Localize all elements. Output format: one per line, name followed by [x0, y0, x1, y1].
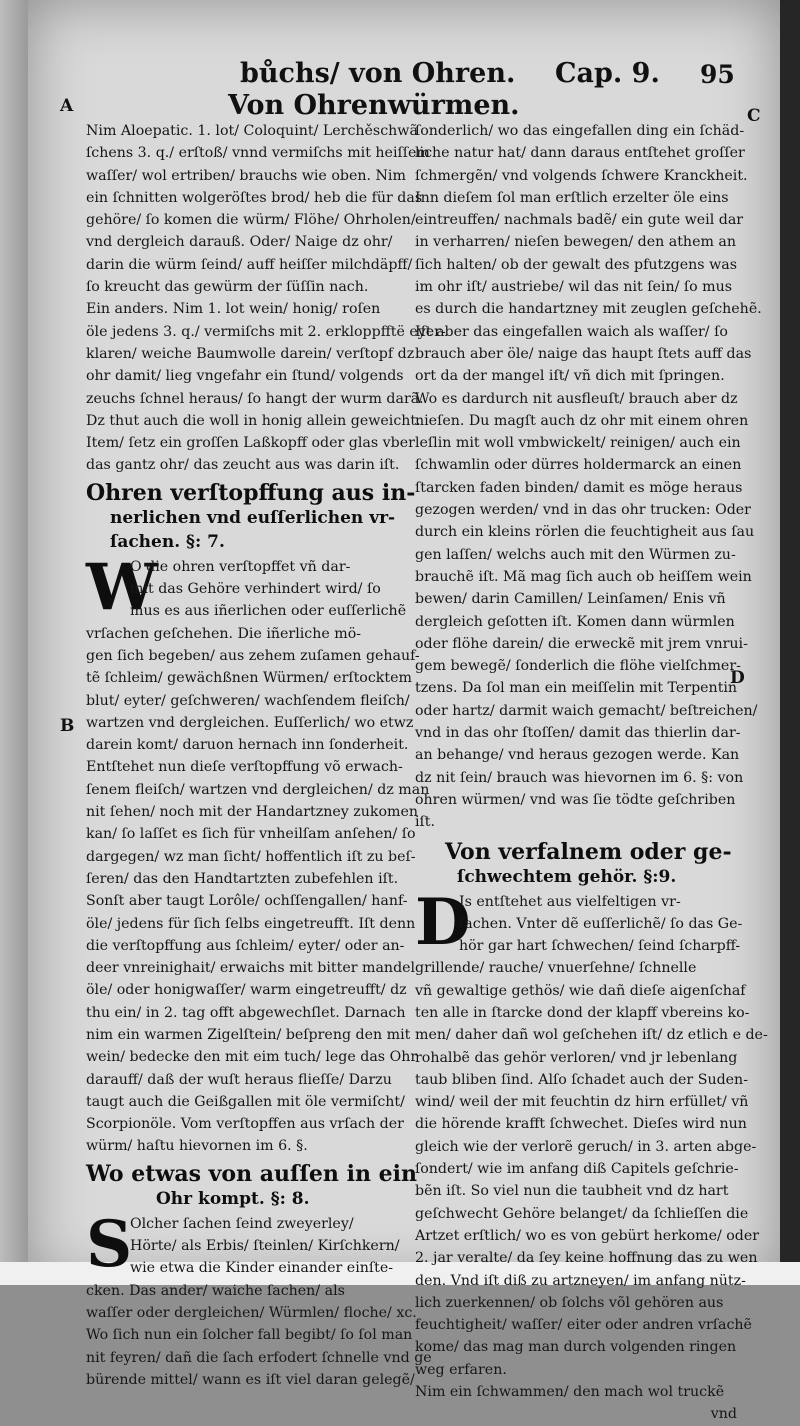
text-line: Item/ ſetz ein groſſen Laßkopff oder glas vber: [86, 435, 415, 452]
text-line: waſſer/ wol ertriben/ brauchs wie oben. Nim: [86, 167, 406, 184]
text-line: gleich wie der verlorẽ geruch/ in 3. arten abge-: [415, 1138, 757, 1155]
text-line: wind/ weil der mit feuchtin dz hirn erfüllet/ vñ: [415, 1094, 749, 1111]
paragraph-aloepatic: [86, 120, 430, 298]
heading-line: nerlichen vnd euſſerlichen vr-: [110, 507, 396, 528]
page-number: 95: [700, 60, 735, 89]
text-line: nit ſehen/ noch mit der Handartzney zukomen: [86, 804, 418, 821]
text-line: rohalbẽ das gehör verloren/ vnd jr lebenlang: [415, 1049, 738, 1066]
text-line: ſondert/ wie im anfang diß Capitels geſchrie-: [415, 1161, 739, 1178]
drop-capital: D: [415, 884, 471, 960]
text-line: nieſen. Du magſt auch dz ohr mit einem ohren: [415, 412, 749, 429]
text-line: ort da der mangel iſt/ vñ dich mit ſpringen.: [415, 368, 725, 385]
paragraph-ohren-verstopffet: [86, 549, 407, 645]
text-line: ſtarcken faden binden/ damit es möge heraus: [415, 479, 743, 496]
section-heading-9: [415, 840, 737, 889]
text-line: das gantz ohr/ das zeucht aus was darin iſt.: [86, 457, 400, 474]
text-line: ein ſchnitten wolgeröſtes brod/ heb die für das: [86, 189, 423, 206]
text-line: Artzet erſtlich/ wo es von gebürt herkome/ oder: [415, 1227, 760, 1244]
text-line: vnd in das ohr ſtoſſen/ damit das thierlin dar-: [415, 725, 741, 742]
text-line: würm/ haſtu hievornen im 6. §.: [86, 1138, 308, 1155]
text-line: bewen/ darin Camillen/ Leinſamen/ Enis vñ: [415, 591, 726, 608]
drop-capital: S: [86, 1206, 133, 1282]
text-line: dergleich geſotten iſt. Komen dann würmlen: [415, 613, 735, 630]
text-line: thu ein/ in 2. tag offt abgewechſlet. Darnach: [86, 1004, 406, 1021]
section-heading-8: [86, 1160, 417, 1211]
text-line: deer vnreinighait/ erwaichs mit bitter mandel: [86, 960, 416, 977]
margin-marker-b: B: [60, 716, 75, 736]
heading-line: ſachen. §: 7.: [110, 531, 225, 552]
heading-line: Wo etwas von auſſen in ein: [86, 1160, 417, 1187]
paragraph-sonderlich: [415, 120, 762, 834]
text-line: cken. Das ander/ waiche ſachen/ als: [86, 1282, 345, 1299]
text-line: wartzen vnd dergleichen. Euſſerlich/ wo etwz: [86, 714, 414, 731]
catchword: vnd: [710, 1406, 737, 1423]
chapter-title: Von Ohrenwürmen.: [228, 90, 520, 121]
text-line: gehöre/ ſo komen die würm/ Flöhe/ Ohrholen/: [86, 212, 416, 229]
margin-marker-c: C: [747, 106, 761, 126]
paragraph-continuation: [86, 645, 430, 1158]
text-line: nit feyren/ dañ die ſach erfodert ſchnelle vnd ge: [86, 1349, 432, 1366]
margin-marker-a: A: [60, 96, 74, 116]
text-line: Ein anders. Nim 1. lot wein/ honig/ roſen: [86, 301, 381, 318]
text-line: Dz thut auch die woll in honig allein geweicht.: [86, 412, 421, 429]
chapter-label: Cap. 9.: [555, 58, 660, 89]
text-line: Scorpionöle. Vom verſtopffen aus vrſach der: [86, 1116, 404, 1133]
text-line: geſchwecht Gehöre belanget/ da ſchlieſſen die: [415, 1205, 749, 1222]
text-line: brauchẽ iſt. Mã mag ſich auch ob heiſſem wein: [415, 568, 752, 585]
text-line: taugt auch die Geißgallen mit öle vermiſcht/: [86, 1093, 405, 1110]
text-line: ſo kreucht das gewürm der ſüſſin nach.: [86, 279, 369, 296]
text-line: gem bewegẽ/ ſonderlich die flöhe vielſchmer-: [415, 658, 741, 675]
text-line: ſchwamlin oder dürres holdermarck an einen: [415, 457, 742, 474]
text-line: ſchmergẽn/ vnd volgends ſchwere Kranckheit.: [415, 167, 748, 184]
text-line: Nim Aloepatic. 1. lot/ Coloquint/ Lerchěschwã: [86, 123, 418, 139]
heading-line: ſchwechtem gehör. §:9.: [457, 866, 677, 887]
text-line: wein/ bedecke den mit eim tuch/ lege das Ohr: [86, 1049, 418, 1066]
text-line: liche natur hat/ dann daraus entſtehet groſſer: [415, 145, 745, 162]
text-line: Is entſtehet aus vielfeltigen vr-: [459, 893, 681, 910]
text-line: es durch die handartzney mit zeuglen geſchehẽ.: [415, 301, 762, 318]
text-line: vrſachen geſchehen. Die iñerliche mö-: [86, 625, 362, 642]
text-line: Nim ein ſchwammen/ den mach wol truckẽ: [415, 1384, 725, 1401]
text-line: ſchens 3. q./ erſtoß/ vnnd vermiſchs mit heiſſem: [86, 145, 430, 162]
text-line: zeuchs ſchnel heraus/ ſo hangt der wurm darã.: [86, 390, 424, 407]
text-line: ten alle in ſtarcke dond der klapff vbereins ko-: [415, 1004, 750, 1021]
text-line: men/ daher dañ wol geſchehen iſt/ dz etlich e de-: [415, 1027, 768, 1044]
text-line: wie etwa die Kinder einander einſte-: [130, 1260, 394, 1277]
text-line: gezogen werden/ vnd in das ohr trucken: Oder: [415, 502, 751, 519]
text-line: die hörende krafft ſchwechet. Dieſes wird nun: [415, 1116, 747, 1133]
text-line: hör gar hart ſchwechen/ ſeind ſcharpff-: [459, 938, 741, 955]
text-line: darein komt/ daruon hernach inn ſonderheit.: [86, 737, 409, 754]
text-line: leſlin mit woll vmbwickelt/ reinigen/ auch ein: [415, 435, 741, 452]
text-line: nim ein warmen Zigelſtein/ beſpreng den mit: [86, 1026, 411, 1043]
text-line: mus es aus iñerlichen oder euſſerlichẽ: [130, 603, 407, 620]
running-head: bůchs/ von Ohren.: [240, 58, 516, 89]
text-line: waſſer oder dergleichen/ Würmlen/ floche/ xc.: [86, 1304, 417, 1321]
text-line: ſeren/ das den Handtartzten zubefehlen iſt.: [86, 870, 399, 887]
text-line: darauff/ daß der wuſt heraus flieſſe/ Darzu: [86, 1071, 392, 1088]
paragraph-continuation: [415, 980, 768, 1426]
text-line: Wo ſich nun ein ſolcher fall begibt/ ſo ſol man: [86, 1327, 413, 1344]
scan-edge-right: [780, 0, 800, 1285]
text-line: bürende mittel/ wann es iſt viel daran gelegẽ/: [86, 1371, 415, 1388]
text-line: dargegen/ wz man ſicht/ hoffentlich iſt zu beſ-: [86, 848, 416, 865]
paragraph-dis-entstehet: [415, 884, 743, 980]
text-line: die verſtopffung aus ſchleim/ eyter/ oder an-: [86, 937, 405, 954]
heading-line: Ohr kompt. §: 8.: [156, 1188, 310, 1209]
text-line: iſt.: [415, 814, 435, 831]
text-line: taub bliben ſind. Alſo ſchadet auch der Suden-: [415, 1071, 748, 1088]
text-line: ſachen. Vnter dẽ euſſerlichẽ/ ſo das Ge-: [459, 915, 743, 932]
text-line: öle/ oder honigwaſſer/ warm eingetreufft/ dz: [86, 982, 407, 999]
text-line: kome/ das mag man durch volgenden ringen: [415, 1339, 737, 1356]
left-column: [86, 120, 446, 1391]
text-line: öle/ jedens für ſich ſelbs eingetreufft. Iſt denn: [86, 915, 416, 932]
text-line: oder hartz/ darmit waich gemacht/ beſtreichen/: [415, 702, 758, 719]
text-line: vñ gewaltige gethös/ wie dañ dieſe aigenſchaf: [415, 982, 746, 999]
text-line: Iſt aber das eingefallen waich als waſſer/ ſo: [415, 323, 728, 340]
text-line: oder flöhe darein/ die erweckẽ mit jrem vnrui-: [415, 635, 748, 652]
text-line: Olcher ſachen ſeind zweyerley/: [130, 1215, 354, 1232]
text-line: kan/ ſo laſſet es ſich für vnheilſam anſehen/ ſo: [86, 826, 416, 843]
right-column: [415, 120, 768, 1426]
text-line: tẽ ſchleim/ gewächßnen Würmen/ erſtocktem: [86, 670, 412, 687]
text-line: Entſtehet nun dieſe verſtopffung võ erwach-: [86, 759, 403, 776]
paragraph-ein-anders: [86, 298, 446, 476]
text-line: ohr damit/ lieg vngefahr ein ſtund/ volgends: [86, 368, 404, 385]
text-line: brauch aber öle/ naige das haupt ſtets auff das: [415, 345, 752, 362]
text-line: den. Vnd iſt diß zu artzneyen/ im anfang nütz-: [415, 1272, 746, 1289]
text-line: dz nit ſein/ brauch was hievornen im 6. §: von: [415, 769, 744, 786]
margin-marker-d: D: [730, 668, 745, 688]
text-line: Sonſt aber taugt Lorôle/ ochſſengallen/ hanf-: [86, 893, 408, 910]
text-line: O die ohren verſtopffet vñ dar-: [130, 558, 351, 575]
text-line: grillende/ rauche/ vnuerſehne/ ſchnelle: [415, 960, 697, 977]
text-line: ohren würmen/ vnd was ſie tödte geſchriben: [415, 791, 736, 808]
text-line: weg erfaren.: [415, 1361, 507, 1378]
text-line: im ohr iſt/ austriebe/ wil das nit ſein/ ſo mus: [415, 279, 733, 296]
text-line: klaren/ weiche Baumwolle darein/ verſtopf dz: [86, 345, 415, 362]
paragraph-solcher-sachen: [86, 1206, 404, 1302]
text-line: bẽn iſt. So viel nun die taubheit vnd dz hart: [415, 1183, 729, 1200]
heading-line: Ohren verſtopffung aus in-: [86, 479, 416, 506]
scan-edge-left: [0, 0, 28, 1285]
text-line: lich zuerkennen/ ob ſolchs võl gehören aus: [415, 1294, 724, 1311]
text-line: ſonderlich/ wo das eingefallen ding ein ſchäd-: [415, 123, 745, 139]
text-line: an behange/ vnd heraus gezogen werde. Kan: [415, 747, 740, 764]
text-line: mit das Gehöre verhindert wird/ ſo: [130, 581, 381, 598]
text-line: vnd dergleich darauß. Oder/ Naige dz ohr/: [86, 234, 393, 251]
section-heading-7: [86, 479, 416, 554]
text-line: Hörte/ als Erbis/ ſteinlen/ Kirſchkern/: [130, 1238, 400, 1255]
text-line: in verharren/ nieſen bewegen/ den athem an: [415, 234, 737, 251]
text-line: durch ein kleins rörlen die feuchtigheit aus ſau: [415, 524, 755, 541]
text-line: 2. jar veralte/ da ſey keine hoffnung das zu wen: [415, 1250, 758, 1267]
text-line: öle jedens 3. q./ vermiſchs mit 2. erkloppfftë eyer-: [86, 323, 446, 340]
text-line: gen ſich begeben/ aus zehem zuſamen gehauf-: [86, 647, 420, 664]
text-line: eintreuffen/ nachmals badẽ/ ein gute weil dar: [415, 212, 744, 229]
drop-capital: W: [86, 549, 158, 625]
text-line: Inn dieſem ſol man erſtlich erzelter öle eins: [415, 189, 729, 206]
text-line: darin die würm ſeind/ auff heiſſer milchdäpff/: [86, 256, 413, 273]
text-line: Wo es dardurch nit ausfleuſt/ brauch aber dz: [415, 390, 738, 407]
text-line: tzens. Da ſol man ein meiſſelin mit Terpentin: [415, 680, 738, 697]
paragraph-continuation: [86, 1302, 432, 1391]
text-line: ſich halten/ ob der gewalt des pfutzgens was: [415, 256, 737, 273]
text-line: gen laſſen/ welchs auch mit den Würmen zu-: [415, 546, 736, 563]
text-line: feuchtigheit/ waſſer/ eiter oder andren vrſachẽ: [415, 1317, 752, 1334]
heading-line: Von verfalnem oder ge-: [445, 838, 732, 865]
text-line: blut/ eyter/ geſchweren/ wachſendem fleiſch/: [86, 692, 410, 709]
text-line: ſenem fleiſch/ wartzen vnd dergleichen/ dz man: [86, 781, 430, 798]
